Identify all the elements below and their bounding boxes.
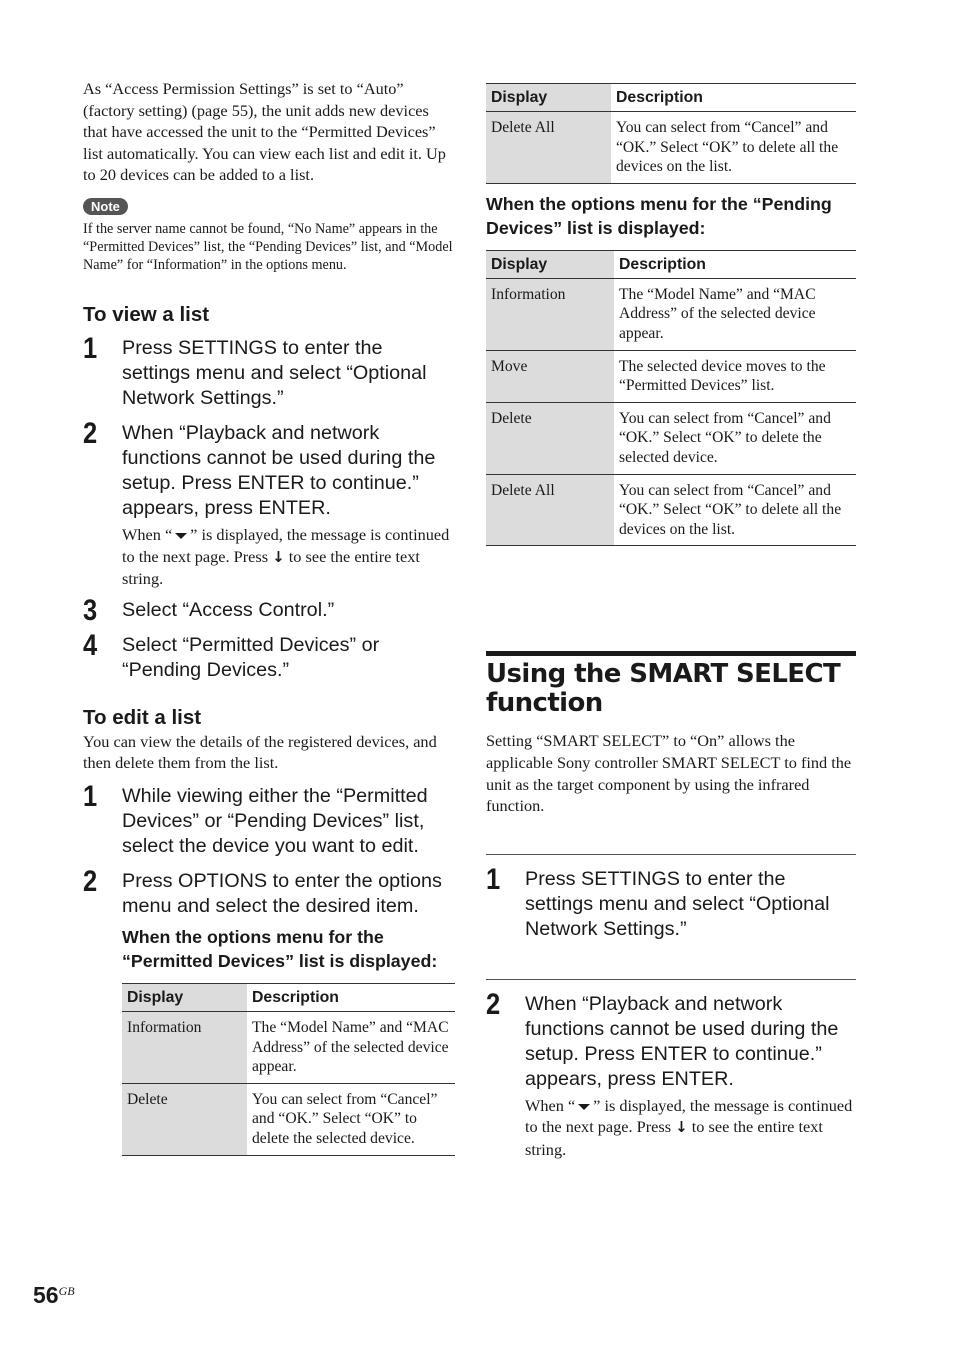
page-number-suffix: GB	[58, 1284, 75, 1298]
table-cell: The “Model Name” and “MAC Address” of the selected device appear.	[247, 1011, 455, 1083]
divider	[486, 979, 856, 980]
view-step-2	[83, 416, 455, 590]
step-text: Press OPTIONS to enter the options menu and select the desired item.	[122, 869, 442, 917]
table-header-display: Display	[486, 84, 611, 112]
table-header-description: Description	[247, 983, 455, 1011]
table-cell: You can select from “Cancel” and “OK.” Select “OK” to delete the selected device.	[247, 1083, 455, 1155]
table-row	[122, 1011, 455, 1083]
down-arrow-icon: ↓	[272, 547, 285, 566]
table-cell: Delete	[122, 1083, 247, 1155]
table-header-description: Description	[611, 84, 856, 112]
table-cell: Information	[122, 1011, 247, 1083]
note-text: If the server name cannot be found, “No Name” appears in the “Permitted Devices” list, the “Pending Devices” list, and “Model Name” for “Information” in the options menu.	[83, 220, 453, 273]
step-text: Press SETTINGS to enter the settings menu and select “Optional Network Settings.”	[122, 336, 427, 409]
table-header-display: Display	[122, 983, 247, 1011]
table-cell: The “Model Name” and “MAC Address” of the selected device appear.	[614, 278, 856, 350]
view-step-1	[83, 331, 455, 411]
table-row	[122, 1083, 455, 1155]
table-cell: Delete	[486, 402, 614, 474]
step-subtext: When “ ” is displayed, the message is continued to the next page. Press ↓ to see the entire text string.	[525, 1095, 853, 1159]
edit-list-intro: You can view the details of the registered devices, and then delete them from the list.	[83, 731, 437, 773]
table-cell: Move	[486, 350, 614, 402]
table-cell: The selected device moves to the “Permitted Devices” list.	[614, 350, 856, 402]
step-number: 2	[486, 987, 501, 1021]
table-row	[486, 350, 856, 402]
step-text: Select “Permitted Devices” or “Pending Devices.”	[122, 633, 380, 681]
step-text: When “Playback and network functions cannot be used during the setup. Press ENTER to continue.” appears, press ENTER.	[122, 421, 436, 519]
step-number: 3	[83, 593, 98, 627]
section-title-smart-select: Using the SMART SELECT function	[486, 651, 856, 718]
pending-options-table	[486, 250, 856, 547]
edit-step-2	[83, 864, 455, 1156]
table-header-display: Display	[486, 250, 614, 278]
permitted-options-table-continued	[486, 83, 856, 184]
page-number: $56^{GB}$	[33, 1282, 75, 1308]
step-text: Press SETTINGS to enter the settings menu and select “Optional Network Settings.”	[525, 867, 830, 940]
table-row	[486, 402, 856, 474]
table-row	[486, 112, 856, 184]
step-subtext: When “ ” is displayed, the message is continued to the next page. Press ↓ to see the entire text string.	[122, 524, 450, 589]
step-number: 2	[83, 416, 98, 450]
chevron-down-icon	[175, 533, 187, 539]
down-arrow-icon: ↓	[675, 1118, 688, 1137]
view-step-4	[83, 628, 455, 683]
view-list-heading: To view a list	[83, 302, 210, 326]
step-number: 1	[486, 862, 501, 896]
table-cell: You can select from “Cancel” and “OK.” Select “OK” to delete the selected device.	[614, 402, 856, 474]
table-header-description: Description	[614, 250, 856, 278]
pending-options-subhead: When the options menu for the “Pending Devices” list is displayed:	[486, 193, 832, 238]
table-cell: You can select from “Cancel” and “OK.” Select “OK” to delete all the devices on the list.	[614, 474, 856, 546]
permitted-options-table	[122, 983, 455, 1156]
smart-step-2	[486, 987, 856, 1161]
divider	[486, 854, 856, 855]
table-row	[486, 278, 856, 350]
right-column	[486, 83, 856, 1160]
smart-select-intro: Setting “SMART SELECT” to “On” allows the applicable Sony controller SMART SELECT to find the unit as the target component by using the infrared function.	[486, 731, 852, 816]
smart-step-1	[486, 862, 856, 942]
left-column	[83, 78, 455, 1156]
table-cell: You can select from “Cancel” and “OK.” Select “OK” to delete all the devices on the list.	[611, 112, 856, 184]
view-step-3	[83, 593, 455, 627]
step-number: 4	[83, 628, 98, 662]
step-number: 1	[83, 779, 98, 813]
chevron-down-icon	[578, 1104, 590, 1110]
step-text: While viewing either the “Permitted Devices” or “Pending Devices” list, select the device you want to edit.	[122, 784, 428, 857]
table-row	[486, 474, 856, 546]
table-cell: Delete All	[486, 474, 614, 546]
step-text: When “Playback and network functions cannot be used during the setup. Press ENTER to continue.” appears, press ENTER.	[525, 992, 839, 1090]
note-badge: Note	[83, 198, 128, 215]
step-text: Select “Access Control.”	[122, 598, 335, 621]
edit-list-heading: To edit a list	[83, 705, 202, 729]
step-number: 1	[83, 331, 98, 365]
step-number: 2	[83, 864, 98, 898]
intro-paragraph: As “Access Permission Settings” is set to “Auto” (factory setting) (page 55), the unit adds new devices that have accessed the unit to the “Permitted Devices” list automatically. You can view each list and edit it. Up to 20 devices can be added to a list.	[83, 79, 446, 185]
permitted-options-subhead: When the options menu for the “Permitted Devices” list is displayed:	[122, 926, 438, 971]
edit-step-1	[83, 779, 455, 859]
table-cell: Information	[486, 278, 614, 350]
table-cell: Delete All	[486, 112, 611, 184]
